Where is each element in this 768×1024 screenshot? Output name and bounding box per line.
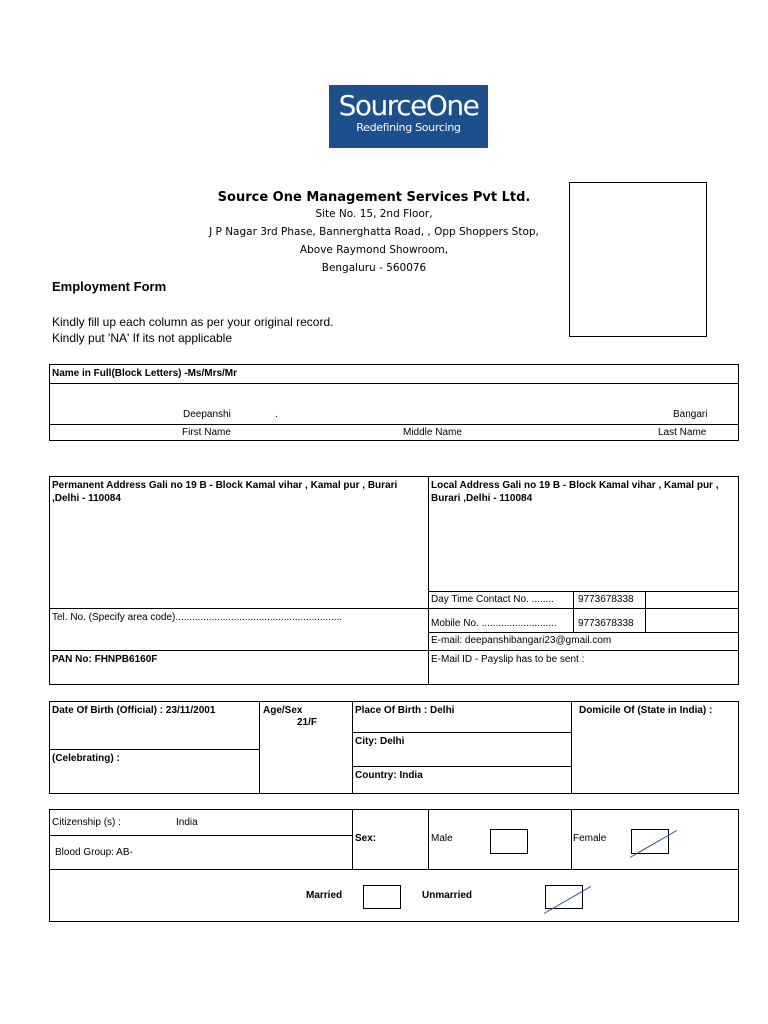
divider [259, 701, 260, 794]
divider [352, 732, 571, 733]
sex-label: Sex: [355, 833, 377, 844]
first-name-label: First Name [182, 427, 231, 438]
email-field[interactable]: E-mail: deepanshibangari23@gmail.com [431, 635, 612, 646]
form-title: Employment Form [52, 279, 167, 294]
company-address-line-3: Above Raymond Showroom, [299, 244, 449, 256]
divider [428, 591, 739, 592]
divider [49, 383, 739, 384]
divider [645, 591, 646, 632]
payslip-email-label[interactable]: E-Mail ID - Payslip has to be sent : [431, 654, 585, 665]
citizenship-value[interactable]: India [176, 817, 198, 828]
tel-label: Tel. No. (Specify area code)............................................................ [52, 612, 343, 623]
name-header: Name in Full(Block Letters) -Ms/Mrs/Mr [52, 368, 238, 379]
middle-name-label: Middle Name [403, 427, 462, 438]
divider [428, 809, 429, 869]
divider [49, 424, 739, 425]
female-label: Female [573, 833, 607, 844]
company-address-line-4: Bengaluru - 560076 [321, 262, 427, 274]
female-checkbox[interactable] [631, 829, 669, 854]
unmarried-label: Unmarried [422, 890, 473, 901]
permanent-address[interactable]: Permanent Address Gali no 19 B - Block Kamal vihar , Kamal pur , Burari ,Delhi - 110084 [52, 480, 398, 504]
age-sex-label: Age/Sex [263, 705, 303, 716]
local-address[interactable]: Local Address Gali no 19 B - Block Kamal vihar , Kamal pur , Burari ,Delhi - 110084 [431, 480, 719, 504]
divider [352, 701, 353, 794]
blood-group[interactable]: Blood Group: AB- [55, 847, 133, 858]
citizenship-label: Citizenship (s) : [52, 817, 121, 828]
divider [571, 701, 572, 794]
divider [49, 608, 739, 609]
married-label: Married [306, 890, 343, 901]
company-logo [329, 85, 488, 148]
last-name-value[interactable]: Bangari [673, 409, 708, 420]
mobile-value[interactable]: 9773678338 [578, 618, 634, 629]
male-checkbox[interactable] [490, 829, 528, 854]
company-address-line-2: J P Nagar 3rd Phase, Bannerghatta Road, , Opp Shoppers Stop, [209, 226, 539, 238]
divider [428, 476, 429, 685]
age-sex-value[interactable]: 21/F [297, 717, 318, 728]
divider [352, 809, 353, 869]
domicile-field[interactable]: Domicile Of (State in India) : [579, 705, 713, 716]
pan-number[interactable]: PAN No: FHNPB6160F [52, 654, 158, 665]
last-name-label: Last Name [658, 427, 707, 438]
divider [49, 869, 739, 870]
first-name-value[interactable]: Deepanshi [183, 409, 231, 420]
divider [571, 809, 572, 869]
male-label: Male [431, 833, 453, 844]
divider [49, 835, 352, 836]
logo-brand: SourceOne [338, 89, 479, 122]
logo-tagline: Redefining Sourcing [356, 121, 461, 134]
daytime-contact-label: Day Time Contact No. ........ [431, 594, 554, 605]
city-field[interactable]: City: Delhi [355, 736, 405, 747]
divider [428, 632, 739, 633]
divider [573, 591, 574, 632]
divider [49, 650, 739, 651]
divider [352, 766, 571, 767]
mobile-label: Mobile No. ........................... [431, 618, 557, 629]
married-checkbox[interactable] [363, 885, 401, 909]
unmarried-checkbox[interactable] [545, 885, 583, 909]
celebrating-field[interactable]: (Celebrating) : [52, 753, 120, 764]
photo-box[interactable] [569, 182, 707, 337]
country-field[interactable]: Country: India [355, 770, 423, 781]
divider [49, 749, 259, 750]
company-address-line-1: Site No. 15, 2nd Floor, [315, 208, 433, 220]
dob-field[interactable]: Date Of Birth (Official) : 23/11/2001 [52, 705, 216, 716]
daytime-contact-value[interactable]: 9773678338 [578, 594, 634, 605]
instruction-1: Kindly fill up each column as per your original record. [52, 315, 334, 329]
place-of-birth[interactable]: Place Of Birth : Delhi [355, 705, 455, 716]
middle-name-value[interactable]: . [275, 409, 278, 420]
instruction-2: Kindly put 'NA' If its not applicable [52, 331, 233, 345]
company-name: Source One Management Services Pvt Ltd. [217, 190, 531, 205]
